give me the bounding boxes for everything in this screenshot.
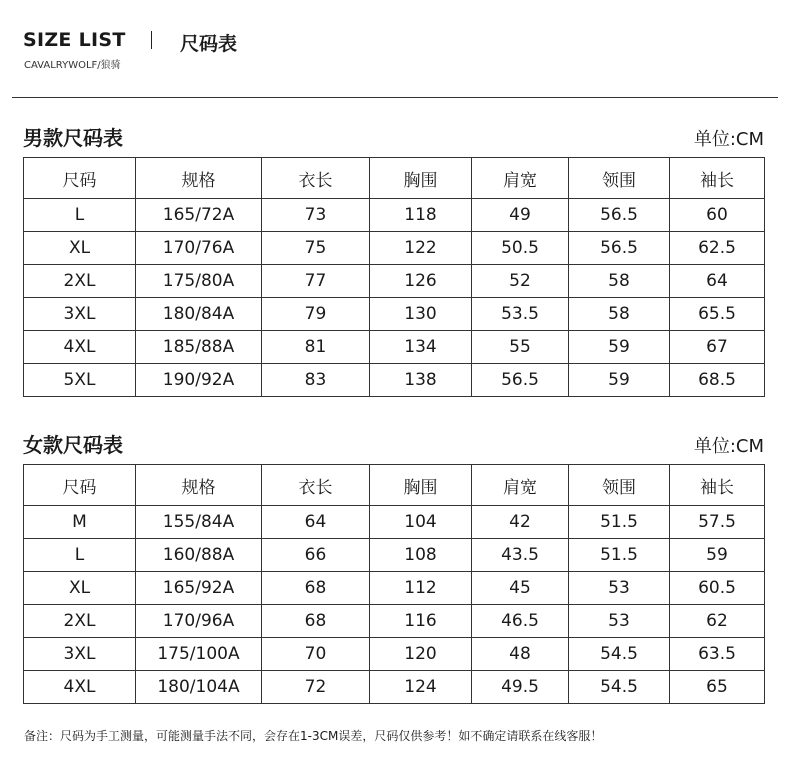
table-cell: 112: [370, 572, 472, 605]
table-row: [24, 232, 765, 265]
column-header: 规格: [136, 158, 262, 199]
column-header: 尺码: [24, 158, 136, 199]
table-cell: 134: [370, 331, 472, 364]
men-section-title: 男款尺码表: [23, 126, 123, 150]
table-cell: 55: [472, 331, 569, 364]
table-cell: 165/72A: [136, 199, 262, 232]
table-cell: 48: [472, 638, 569, 671]
table-cell: 67: [670, 331, 765, 364]
table-cell: 73: [262, 199, 370, 232]
table-cell: 3XL: [24, 298, 136, 331]
table-cell: 118: [370, 199, 472, 232]
table-cell: 60: [670, 199, 765, 232]
column-header: 肩宽: [472, 465, 569, 506]
table-cell: 124: [370, 671, 472, 704]
table-row: [24, 364, 765, 397]
table-cell: 170/96A: [136, 605, 262, 638]
table-cell: 185/88A: [136, 331, 262, 364]
table-cell: 64: [670, 265, 765, 298]
table-row: [24, 605, 765, 638]
table-cell: 155/84A: [136, 506, 262, 539]
column-header: 衣长: [262, 158, 370, 199]
table-cell: 175/80A: [136, 265, 262, 298]
table-cell: 170/76A: [136, 232, 262, 265]
women-section-title: 女款尺码表: [23, 433, 123, 457]
table-cell: 58: [569, 265, 670, 298]
column-header: 衣长: [262, 465, 370, 506]
table-cell: 83: [262, 364, 370, 397]
table-cell: 165/92A: [136, 572, 262, 605]
header-divider: [151, 31, 152, 49]
table-cell: 66: [262, 539, 370, 572]
table-cell: 64: [262, 506, 370, 539]
column-header: 领围: [569, 465, 670, 506]
table-cell: 45: [472, 572, 569, 605]
header-rule: [12, 97, 778, 98]
table-cell: 54.5: [569, 671, 670, 704]
table-cell: 122: [370, 232, 472, 265]
table-cell: 60.5: [670, 572, 765, 605]
table-cell: 53: [569, 572, 670, 605]
table-cell: 68: [262, 605, 370, 638]
table-cell: 59: [670, 539, 765, 572]
table-cell: 63.5: [670, 638, 765, 671]
table-cell: 4XL: [24, 331, 136, 364]
table-cell: 104: [370, 506, 472, 539]
table-cell: 180/84A: [136, 298, 262, 331]
table-cell: M: [24, 506, 136, 539]
table-cell: 68.5: [670, 364, 765, 397]
table-cell: 116: [370, 605, 472, 638]
column-header: 袖长: [670, 465, 765, 506]
table-cell: 120: [370, 638, 472, 671]
table-cell: 49: [472, 199, 569, 232]
men-unit-label: 单位:CM: [693, 129, 764, 150]
table-row: [24, 539, 765, 572]
table-cell: 2XL: [24, 605, 136, 638]
table-cell: 175/100A: [136, 638, 262, 671]
table-row: [24, 638, 765, 671]
table-cell: 42: [472, 506, 569, 539]
table-row: [24, 199, 765, 232]
table-row: [24, 572, 765, 605]
men-size-table: [23, 157, 765, 397]
table-cell: 59: [569, 364, 670, 397]
table-cell: 59: [569, 331, 670, 364]
women-size-table: [23, 464, 765, 704]
table-row: [24, 265, 765, 298]
table-cell: 190/92A: [136, 364, 262, 397]
table-cell: 65: [670, 671, 765, 704]
table-cell: 68: [262, 572, 370, 605]
table-cell: 43.5: [472, 539, 569, 572]
table-cell: 53.5: [472, 298, 569, 331]
table-cell: 54.5: [569, 638, 670, 671]
table-cell: 126: [370, 265, 472, 298]
column-header: 领围: [569, 158, 670, 199]
women-header-row: [24, 465, 765, 506]
table-cell: 49.5: [472, 671, 569, 704]
brand-subtitle: CAVALRYWOLF/狼骑: [24, 60, 121, 71]
table-cell: 51.5: [569, 539, 670, 572]
column-header: 胸围: [370, 158, 472, 199]
column-header: 胸围: [370, 465, 472, 506]
table-row: [24, 671, 765, 704]
footnote: 备注：尺码为手工测量，可能测量手法不同，会存在1-3CM误差，尺码仅供参考！如不确定请联系在线客服！: [24, 729, 603, 743]
table-cell: 56.5: [569, 199, 670, 232]
table-cell: XL: [24, 232, 136, 265]
women-unit-label: 单位:CM: [693, 436, 764, 457]
table-cell: 53: [569, 605, 670, 638]
table-cell: 46.5: [472, 605, 569, 638]
table-cell: 56.5: [472, 364, 569, 397]
women-table-body: [24, 506, 765, 704]
table-cell: 58: [569, 298, 670, 331]
table-cell: 130: [370, 298, 472, 331]
table-cell: 79: [262, 298, 370, 331]
men-table-body: [24, 199, 765, 397]
table-cell: 3XL: [24, 638, 136, 671]
table-cell: 5XL: [24, 364, 136, 397]
column-header: 肩宽: [472, 158, 569, 199]
table-cell: 4XL: [24, 671, 136, 704]
table-cell: 51.5: [569, 506, 670, 539]
column-header: 规格: [136, 465, 262, 506]
column-header: 袖长: [670, 158, 765, 199]
table-cell: 75: [262, 232, 370, 265]
table-cell: XL: [24, 572, 136, 605]
table-cell: 160/88A: [136, 539, 262, 572]
table-cell: 70: [262, 638, 370, 671]
table-cell: 138: [370, 364, 472, 397]
table-cell: 180/104A: [136, 671, 262, 704]
page-title-cn: 尺码表: [180, 33, 238, 55]
table-cell: L: [24, 199, 136, 232]
table-cell: 62: [670, 605, 765, 638]
table-cell: 2XL: [24, 265, 136, 298]
table-cell: 57.5: [670, 506, 765, 539]
table-cell: 65.5: [670, 298, 765, 331]
table-cell: 108: [370, 539, 472, 572]
column-header: 尺码: [24, 465, 136, 506]
table-cell: 52: [472, 265, 569, 298]
table-cell: 50.5: [472, 232, 569, 265]
table-row: [24, 298, 765, 331]
men-header-row: [24, 158, 765, 199]
table-cell: 81: [262, 331, 370, 364]
table-row: [24, 331, 765, 364]
page-title-en: SIZE LIST: [23, 29, 126, 51]
table-row: [24, 506, 765, 539]
table-cell: L: [24, 539, 136, 572]
table-cell: 72: [262, 671, 370, 704]
table-cell: 62.5: [670, 232, 765, 265]
table-cell: 56.5: [569, 232, 670, 265]
table-cell: 77: [262, 265, 370, 298]
